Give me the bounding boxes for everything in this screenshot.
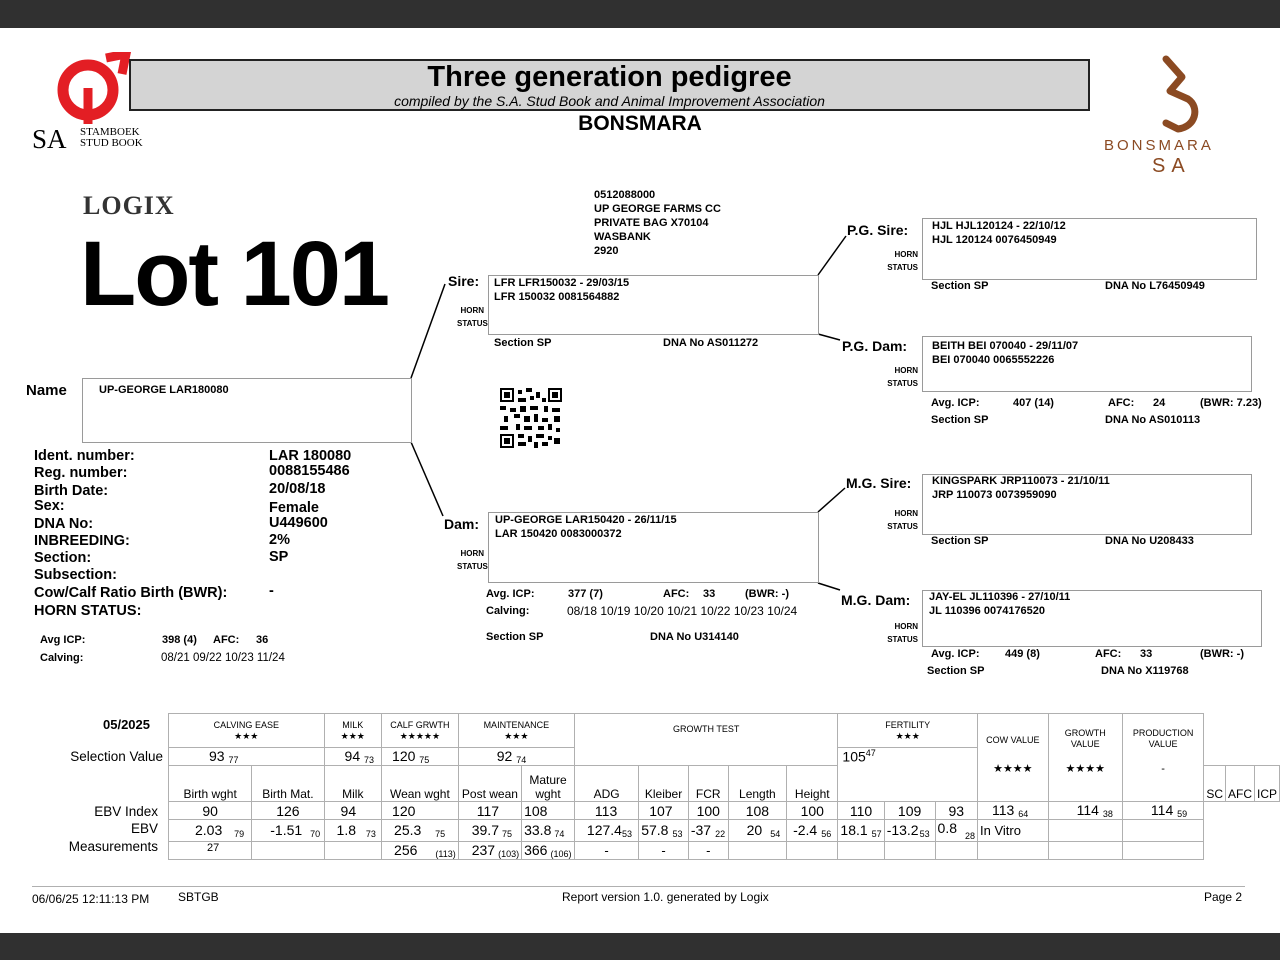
col-post-wean: Post wean bbox=[458, 766, 521, 802]
ebv-cell: 2.03 $_{79}$ bbox=[169, 820, 252, 842]
ebv-cell: 33.8 $_{74}$ bbox=[522, 820, 575, 842]
animal-afc-label: AFC: bbox=[213, 634, 240, 646]
sa-stud-line2: STUD BOOK bbox=[80, 137, 143, 149]
breeder-name: UP GEORGE FARMS CC bbox=[594, 203, 721, 215]
index-cell: 126 bbox=[252, 802, 324, 820]
horn-label: HORN bbox=[894, 622, 918, 631]
index-cell: 94 bbox=[324, 802, 381, 820]
dam-afc: 33 bbox=[703, 588, 716, 600]
col-wean-wght: Wean wght bbox=[382, 766, 459, 802]
ebv-cell: $-13.2_{53}$ bbox=[884, 820, 935, 842]
index-cell: 108 bbox=[522, 802, 575, 820]
breeder-address bbox=[594, 188, 721, 258]
detail-inbreeding-label: INBREEDING: bbox=[34, 533, 130, 549]
dam-avg-icp-label: Avg. ICP: bbox=[486, 588, 535, 600]
mg-dam-avg-icp: 449 (8) bbox=[1005, 648, 1040, 660]
row-label-measurements: Measurements bbox=[68, 839, 158, 854]
selection-maintenance: 92 $_{74}$ bbox=[458, 748, 574, 766]
sire-line1: LFR LFR150032 - 29/03/15 bbox=[494, 277, 630, 289]
measurement-cell bbox=[324, 842, 381, 860]
detail-bwr-value: - bbox=[269, 583, 274, 599]
pg-dam-horn-status bbox=[880, 364, 918, 390]
group-fertility: FERTILITY ★★★ bbox=[838, 714, 978, 748]
detail-sex-label: Sex: bbox=[34, 498, 65, 514]
cow-value-stars-icon: ★★★★ bbox=[993, 763, 1033, 775]
animal-name: UP-GEORGE LAR180080 bbox=[99, 384, 229, 396]
measurement-empty bbox=[978, 842, 1049, 860]
detail-reg-label: Reg. number: bbox=[34, 465, 128, 481]
index-cell: 108 bbox=[728, 802, 786, 820]
footer-divider bbox=[32, 886, 1245, 887]
measurement-cell: 366 $_{(106)}$ bbox=[522, 842, 575, 860]
ebv-measurements-row bbox=[169, 842, 1280, 860]
qr-code-icon bbox=[500, 388, 562, 448]
measurement-empty bbox=[1048, 842, 1122, 860]
col-fcr: FCR bbox=[688, 766, 728, 802]
footer-report: Report version 1.0. generated by Logix bbox=[562, 890, 769, 904]
detail-dna-label: DNA No: bbox=[34, 516, 94, 532]
breeder-address-line1: PRIVATE BAG X70104 bbox=[594, 217, 709, 229]
index-cell: 90 bbox=[169, 802, 252, 820]
mg-dam-afc-label: AFC: bbox=[1095, 648, 1122, 660]
mg-dam-box bbox=[922, 590, 1262, 647]
detail-bwr-label: Cow/Calf Ratio Birth (BWR): bbox=[34, 585, 228, 601]
pg-dam-label: P.G. Dam: bbox=[842, 338, 908, 354]
detail-dna-value: U449600 bbox=[269, 515, 328, 531]
measurement-cell: 256 $_{(113)}$ bbox=[382, 842, 459, 860]
col-adg: ADG bbox=[574, 766, 638, 802]
sire-box bbox=[488, 275, 819, 335]
mg-dam-section: Section SP bbox=[927, 665, 985, 677]
horn-label: HORN bbox=[894, 250, 918, 259]
index-cow-value: 113 $_{64}$ bbox=[978, 802, 1049, 820]
sa-stud-sa: SA bbox=[32, 124, 67, 154]
footer-timestamp: 06/06/25 12:11:13 PM bbox=[32, 892, 150, 906]
breed-title: BONSMARA bbox=[578, 112, 702, 135]
report-title: Three generation pedigree bbox=[427, 61, 792, 93]
report-subtitle: compiled by the S.A. Stud Book and Animal Improvement Association bbox=[394, 93, 825, 109]
mg-dam-horn-status bbox=[880, 620, 918, 646]
sire-dna: DNA No AS011272 bbox=[663, 337, 759, 349]
ebv-cell: -1.51 $_{70}$ bbox=[252, 820, 324, 842]
dam-line1: UP-GEORGE LAR150420 - 26/11/15 bbox=[495, 514, 677, 526]
col-milk: Milk bbox=[324, 766, 381, 802]
breeder-phone: 0512088000 bbox=[594, 189, 656, 201]
bottom-bar bbox=[0, 933, 1280, 960]
col-birth-mat: Birth Mat. bbox=[252, 766, 324, 802]
index-cell: 93 bbox=[935, 802, 977, 820]
ebv-empty bbox=[1048, 820, 1122, 842]
status-label: STATUS bbox=[457, 319, 488, 328]
ebv-extra: In Vitro bbox=[978, 820, 1049, 842]
ebv-cell: $127.4_{53}$ bbox=[574, 820, 638, 842]
animal-calving: 08/21 09/22 10/23 11/24 bbox=[161, 652, 285, 664]
detail-ident-label: Ident. number: bbox=[34, 448, 135, 464]
col-icp: ICP bbox=[1254, 766, 1279, 802]
group-maintenance: MAINTENANCE ★★★ bbox=[458, 714, 574, 748]
calf-growth-stars-icon: ★★★★★ bbox=[399, 730, 441, 741]
measurement-empty bbox=[1122, 842, 1203, 860]
col-afc: AFC bbox=[1225, 766, 1254, 802]
measurement-cell bbox=[787, 842, 838, 860]
mg-dam-avg-icp-label: Avg. ICP: bbox=[931, 648, 980, 660]
ebv-cell: 25.3 $_{75}$ bbox=[382, 820, 459, 842]
animal-avg-icp-label: Avg ICP: bbox=[40, 634, 86, 646]
group-calving-ease: CALVING EASE ★★★ bbox=[169, 714, 325, 748]
ebv-date: 05/2025 bbox=[103, 717, 150, 732]
measurement-cell: - bbox=[688, 842, 728, 860]
pg-sire-section: Section SP bbox=[931, 280, 989, 292]
sire-label: Sire: bbox=[448, 273, 480, 289]
row-label-ebv: EBV bbox=[130, 821, 158, 836]
top-bar bbox=[0, 0, 1280, 28]
breeder-postcode: 2920 bbox=[594, 245, 619, 257]
measurement-cell: - bbox=[639, 842, 689, 860]
sire-horn-status bbox=[457, 304, 488, 330]
status-label: STATUS bbox=[457, 562, 488, 571]
animal-name-box bbox=[82, 378, 412, 443]
pg-dam-dna: DNA No AS010113 bbox=[1105, 414, 1201, 426]
dam-line2: LAR 150420 0083000372 bbox=[495, 528, 622, 540]
selection-fertility: $105^{47}$ bbox=[838, 748, 978, 802]
maintenance-stars-icon: ★★★ bbox=[504, 730, 529, 741]
measurement-cell bbox=[935, 842, 977, 860]
index-cell: 109 bbox=[884, 802, 935, 820]
pg-sire-label: P.G. Sire: bbox=[847, 222, 909, 238]
group-calf-growth: CALF GRWTH ★★★★★ bbox=[382, 714, 459, 748]
mg-sire-dna: DNA No U208433 bbox=[1105, 535, 1194, 547]
sa-stud-line1: STAMBOEK bbox=[80, 126, 140, 138]
col-birth-wght: Birth wght bbox=[169, 766, 252, 802]
col-sc: SC bbox=[1204, 766, 1226, 802]
milk-stars-icon: ★★★ bbox=[340, 730, 365, 741]
dam-calving: 08/18 10/19 10/20 10/21 10/22 10/23 10/24 bbox=[567, 604, 798, 618]
pg-dam-avg-icp-label: Avg. ICP: bbox=[931, 397, 980, 409]
dam-bwr: (BWR: -) bbox=[745, 588, 789, 600]
row-label-index: EBV Index bbox=[94, 804, 158, 819]
ebv-cell: 1.8 $_{73}$ bbox=[324, 820, 381, 842]
pg-sire-line2: HJL 120124 0076450949 bbox=[932, 234, 1057, 246]
detail-reg-value: 0088155486 bbox=[269, 463, 350, 479]
ebv-cell: 0.8 $_{28}$ bbox=[935, 820, 977, 842]
ebv-empty bbox=[1122, 820, 1203, 842]
ebv-cell: 39.7 $_{75}$ bbox=[458, 820, 521, 842]
index-cell: 100 bbox=[787, 802, 838, 820]
col-mature-wght: Mature wght bbox=[522, 766, 575, 802]
status-label: STATUS bbox=[887, 379, 918, 388]
pg-dam-avg-icp: 407 (14) bbox=[1013, 397, 1054, 409]
production-value-stars-icon: - bbox=[1161, 763, 1165, 775]
horn-label: HORN bbox=[894, 366, 918, 375]
detail-ident-value: LAR 180080 bbox=[269, 448, 352, 464]
col-height: Height bbox=[787, 766, 838, 802]
index-cell: 107 bbox=[639, 802, 689, 820]
fertility-stars-icon: ★★★ bbox=[895, 730, 920, 741]
mg-sire-line1: KINGSPARK JRP110073 - 21/10/11 bbox=[932, 475, 1110, 487]
selection-calving: 93 $_{77}$ bbox=[169, 748, 325, 766]
pg-sire-dna: DNA No L76450949 bbox=[1105, 280, 1205, 292]
row-label-selection: Selection Value bbox=[70, 749, 163, 764]
calving-ease-stars-icon: ★★★ bbox=[234, 730, 259, 741]
horn-label: HORN bbox=[460, 549, 484, 558]
ebv-group-row bbox=[169, 714, 1280, 748]
dam-dna: DNA No U314140 bbox=[650, 631, 739, 643]
group-growth-test: GROWTH TEST bbox=[574, 714, 838, 766]
status-label: STATUS bbox=[887, 635, 918, 644]
mg-sire-line2: JRP 110073 0073959090 bbox=[932, 489, 1057, 501]
mg-dam-bwr: (BWR: -) bbox=[1200, 648, 1244, 660]
measurement-cell: - bbox=[574, 842, 638, 860]
mg-dam-line1: JAY-EL JL110396 - 27/10/11 bbox=[929, 591, 1071, 603]
ebv-table bbox=[168, 713, 1280, 860]
pg-dam-section: Section SP bbox=[931, 414, 989, 426]
col-kleiber: Kleiber bbox=[639, 766, 689, 802]
horn-label: HORN bbox=[894, 509, 918, 518]
ebv-cell: -37 $_{22}$ bbox=[688, 820, 728, 842]
mg-dam-afc: 33 bbox=[1140, 648, 1153, 660]
bonsmara-line1: BONSMARA bbox=[1104, 137, 1214, 154]
group-production-value: PRODUCTION VALUE - bbox=[1122, 714, 1203, 802]
dam-avg-icp: 377 (7) bbox=[568, 588, 603, 600]
mg-dam-label: M.G. Dam: bbox=[841, 592, 911, 608]
ebv-values-row bbox=[169, 820, 1280, 842]
name-label: Name bbox=[26, 382, 67, 399]
group-cow-value: COW VALUE ★★★★ bbox=[978, 714, 1049, 802]
index-cell: 110 bbox=[838, 802, 884, 820]
dam-horn-status bbox=[457, 547, 488, 573]
mg-sire-horn-status bbox=[880, 507, 918, 533]
index-growth-value: 114 $_{38}$ bbox=[1048, 802, 1122, 820]
pg-dam-afc: 24 bbox=[1153, 397, 1166, 409]
measurement-cell: 237 $_{(103)}$ bbox=[458, 842, 521, 860]
measurement-cell: 27 bbox=[169, 842, 252, 860]
measurement-cell bbox=[838, 842, 884, 860]
animal-avg-icp: 398 (4) bbox=[162, 634, 197, 646]
sire-section: Section SP bbox=[494, 337, 552, 349]
mg-dam-line2: JL 110396 0074176520 bbox=[929, 605, 1046, 617]
detail-subsection-label: Subsection: bbox=[34, 567, 117, 583]
detail-birth-value: 20/08/18 bbox=[269, 481, 326, 497]
pg-dam-line1: BEITH BEI 070040 - 29/11/07 bbox=[932, 340, 1079, 352]
bonsmara-line2: SA bbox=[1152, 155, 1191, 177]
bonsmara-logo bbox=[1100, 55, 1255, 180]
measurement-cell bbox=[252, 842, 324, 860]
detail-section-value: SP bbox=[269, 549, 289, 565]
breeder-address-line2: WASBANK bbox=[594, 231, 651, 243]
pg-dam-line2: BEI 070040 0065552226 bbox=[932, 354, 1055, 366]
dam-label: Dam: bbox=[444, 516, 480, 532]
mg-sire-box bbox=[922, 474, 1252, 535]
index-cell: 120 bbox=[382, 802, 459, 820]
animal-calving-label: Calving: bbox=[40, 652, 84, 664]
animal-afc: 36 bbox=[256, 634, 269, 646]
selection-calf: 120 $_{75}$ bbox=[382, 748, 459, 766]
mg-sire-section: Section SP bbox=[931, 535, 989, 547]
lot-number: Lot 101 bbox=[80, 223, 389, 325]
ebv-index-row bbox=[169, 802, 1280, 820]
ebv-cell: 57.8 $_{53}$ bbox=[639, 820, 689, 842]
ebv-cell: 18.1 $_{57}$ bbox=[838, 820, 884, 842]
pg-dam-afc-label: AFC: bbox=[1108, 397, 1135, 409]
pg-sire-box bbox=[922, 218, 1257, 280]
group-milk: MILK ★★★ bbox=[324, 714, 381, 748]
status-label: STATUS bbox=[887, 522, 918, 531]
col-length: Length bbox=[728, 766, 786, 802]
ebv-cell: 20 $_{54}$ bbox=[728, 820, 786, 842]
detail-birth-label: Birth Date: bbox=[34, 483, 109, 499]
ebv-cell: -2.4 $_{56}$ bbox=[787, 820, 838, 842]
footer-page: Page 2 bbox=[1204, 890, 1243, 904]
mg-sire-label: M.G. Sire: bbox=[846, 475, 912, 491]
group-growth-value: GROWTH VALUE ★★★★ bbox=[1048, 714, 1122, 802]
mg-dam-dna: DNA No X119768 bbox=[1101, 665, 1189, 677]
sire-line2: LFR 150032 0081564882 bbox=[494, 291, 620, 303]
detail-section-label: Section: bbox=[34, 550, 92, 566]
horn-label: HORN bbox=[460, 306, 484, 315]
bonsmara-emblem-icon bbox=[1148, 55, 1208, 135]
growth-value-stars-icon: ★★★★ bbox=[1065, 763, 1105, 775]
detail-sex-value: Female bbox=[269, 500, 319, 516]
pg-dam-box bbox=[922, 336, 1252, 392]
pg-sire-horn-status bbox=[880, 248, 918, 274]
pg-sire-line1: HJL HJL120124 - 22/10/12 bbox=[932, 220, 1066, 232]
detail-horn-label: HORN STATUS: bbox=[34, 603, 142, 619]
dam-box bbox=[488, 512, 819, 583]
report-header bbox=[129, 59, 1090, 111]
index-production-value: 114 $_{59}$ bbox=[1122, 802, 1203, 820]
index-cell: 113 bbox=[574, 802, 638, 820]
footer-code: SBTGB bbox=[178, 890, 219, 904]
dam-afc-label: AFC: bbox=[663, 588, 690, 600]
pg-dam-bwr: (BWR: 7.23) bbox=[1200, 397, 1262, 409]
index-cell: 100 bbox=[688, 802, 728, 820]
dam-section: Section SP bbox=[486, 631, 544, 643]
detail-inbreeding-value: 2% bbox=[269, 532, 290, 548]
selection-milk: 94 $_{73}$ bbox=[324, 748, 381, 766]
measurement-cell bbox=[884, 842, 935, 860]
measurement-cell bbox=[728, 842, 786, 860]
status-label: STATUS bbox=[887, 263, 918, 272]
index-cell: 117 bbox=[458, 802, 521, 820]
dam-calving-label: Calving: bbox=[486, 605, 530, 617]
logix-logo: LOGIX bbox=[83, 191, 175, 220]
